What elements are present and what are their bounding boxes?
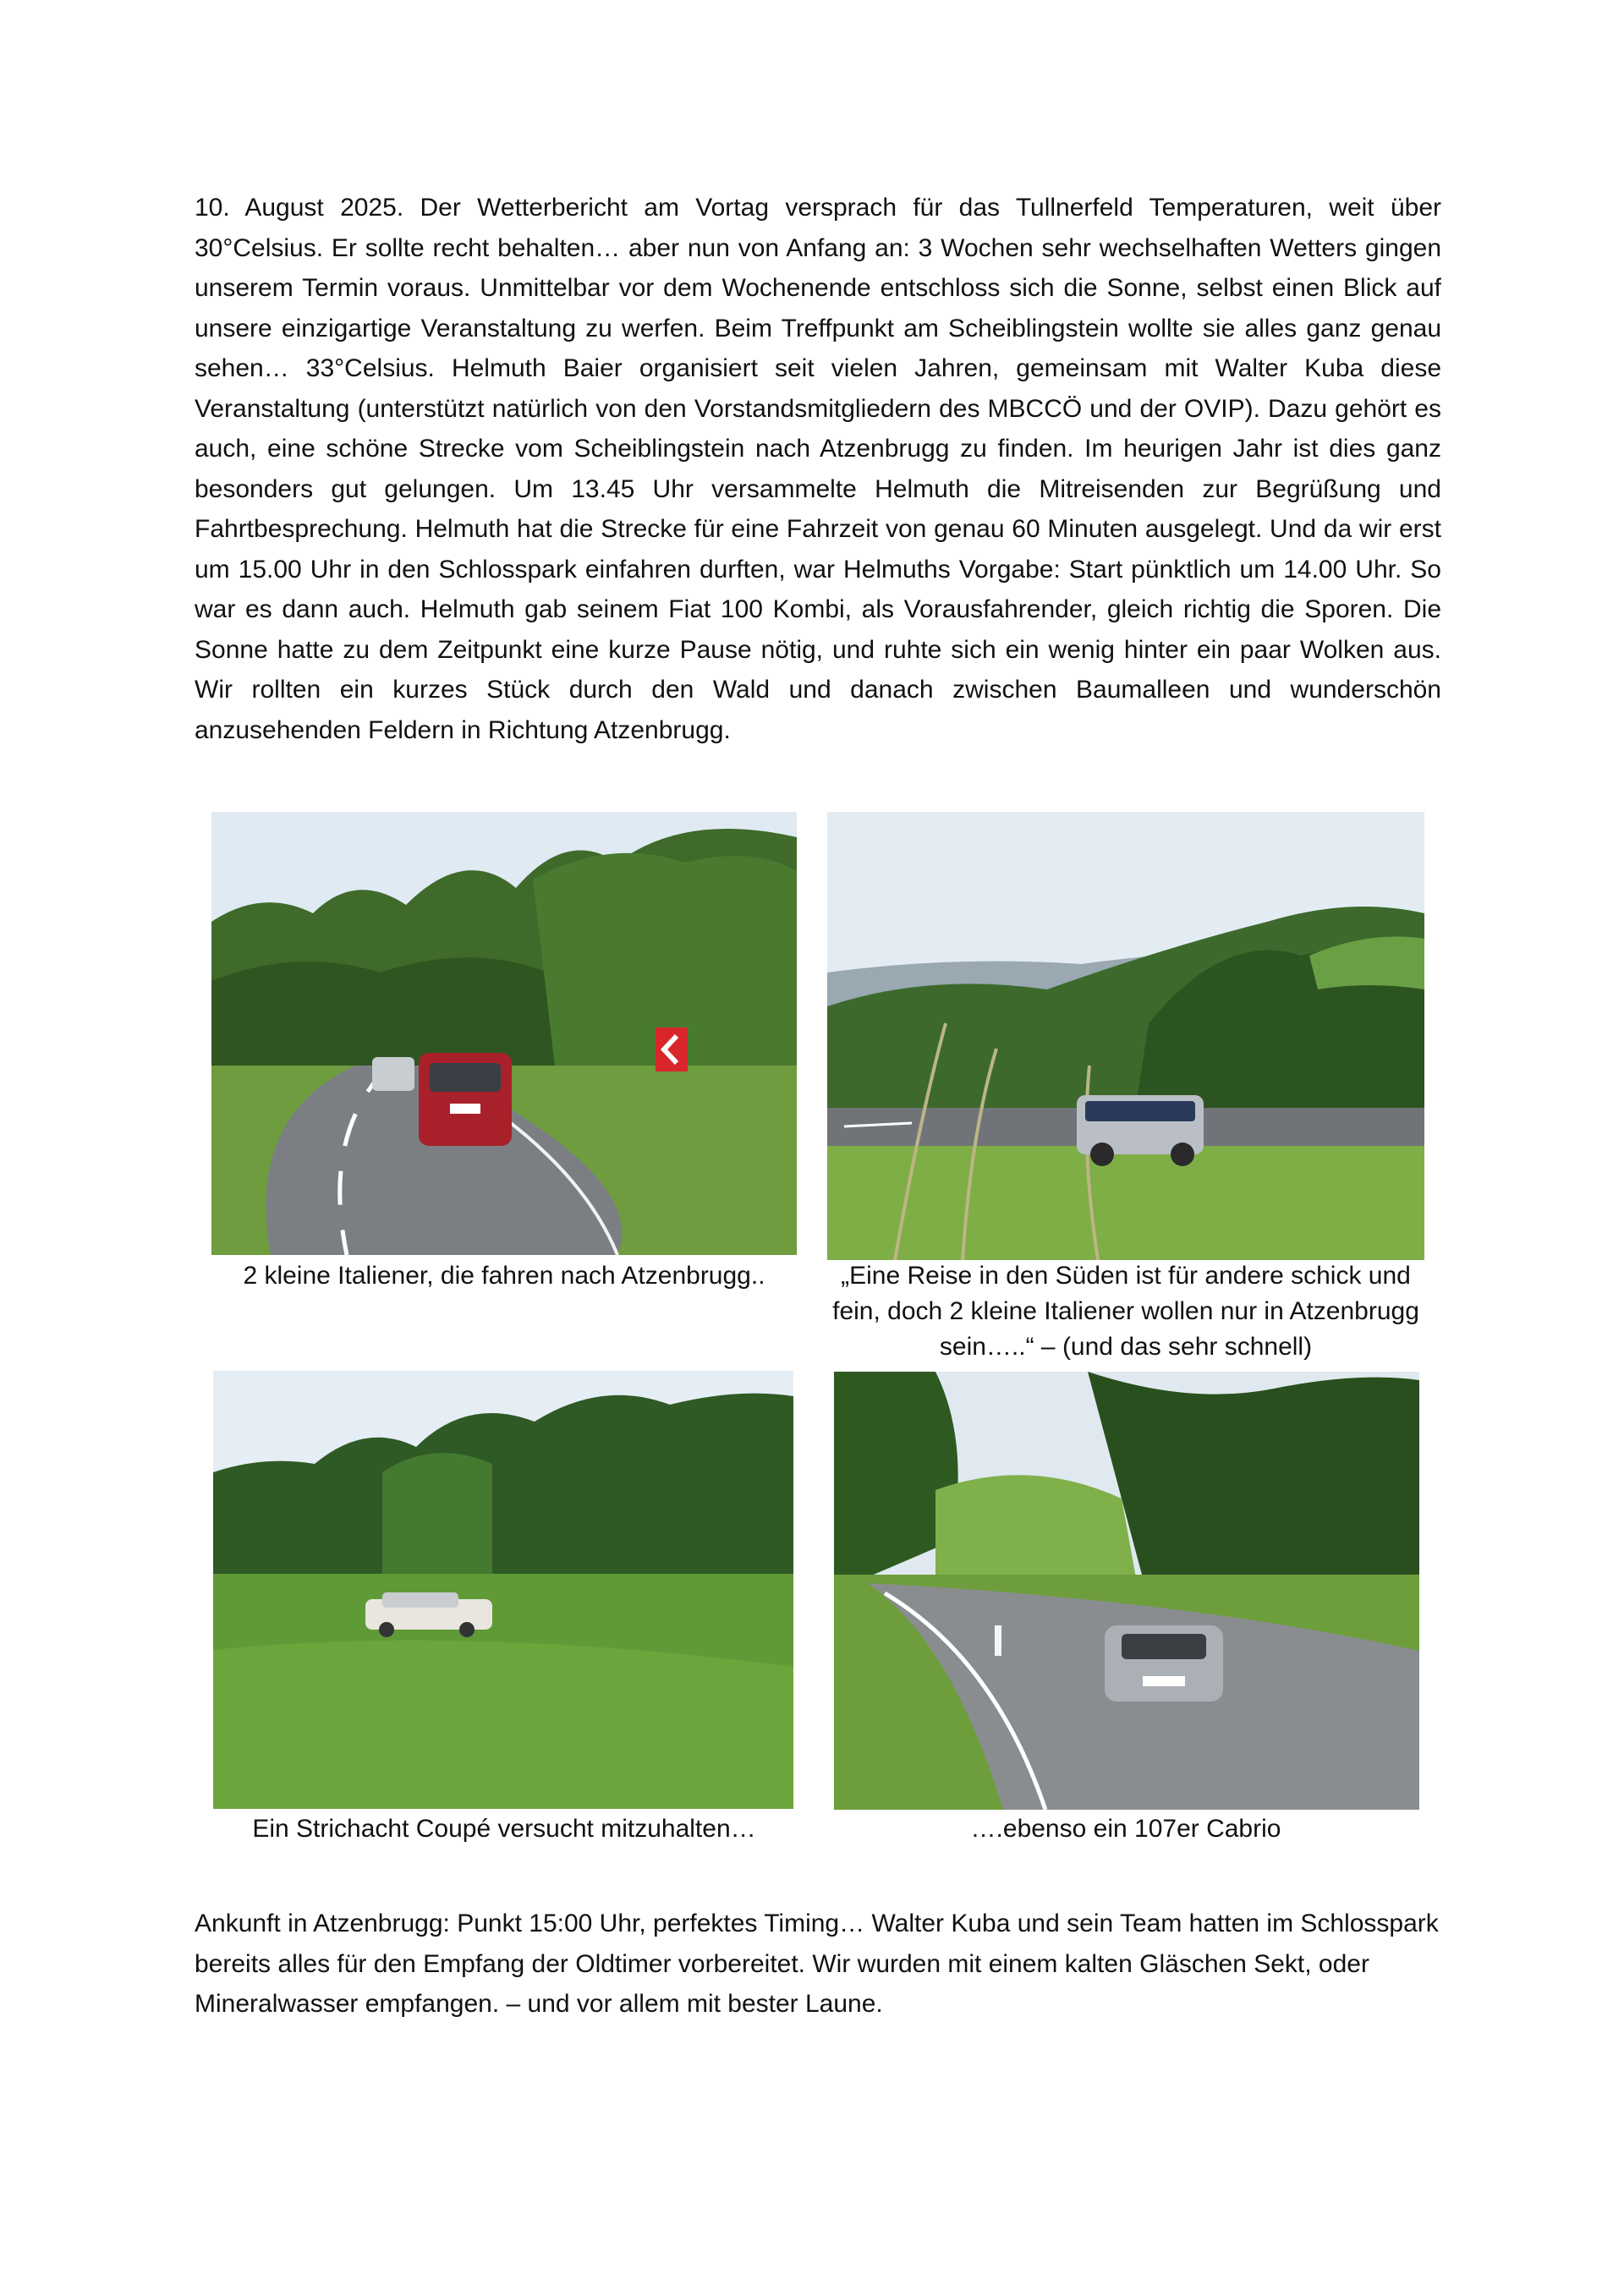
intro-paragraph: 10. August 2025. Der Wetterbericht am Vortag versprach für das Tullnerfeld Temperaturen, weit über 30°Celsius. Er sollte recht behalten… aber nun von Anfang an: 3 Wochen sehr wechselhaften Wetters gingen unserem Termin voraus. Unmittelbar vor dem Wochenende entschloss sich die Sonne, selbst einen Blick auf unsere einzigartige Veranstaltung zu werfen. Beim Treffpunkt am Scheiblingstein wollte sie alles ganz genau sehen… 33°Celsius. Helmuth Baier organisiert seit vielen Jahren, gemeinsam mit Walter Kuba diese Veranstaltung (unterstützt natürlich von den Vorstandsmitgliedern des MBCCÖ und der OVIP). Dazu gehört es auch, eine schöne Strecke vom Scheiblingstein nach Atzenbrugg zu finden. Im heurigen Jahr ist dies ganz besonders gut gelungen. Um 13.45 Uhr versammelte Helmuth die Mitreisenden zur Begrüßung und Fahrtbesprechung. Helmuth hat die Strecke für eine Fahrzeit von genau 60 Minuten ausgelegt. Und da wir erst um 15.00 Uhr in den Schlosspark einfahren durften, war Helmuths Vorgabe: Start pünktlich um 14.00 Uhr. So war es dann auch. Helmuth gab seinem Fiat 100 Kombi, als Vorausfahrender, gleich richtig die Sporen. Die Sonne hatte zu dem Zeitpunkt eine kurze Pause nötig, und ruhte sich ein wenig hinter ein paar Wolken aus. Wir rollten ein kurzes Stück durch den Wald und danach zwischen Baumalleen und wunderschön anzusehenden Feldern in Richtung Atzenbrugg. xyxy=(195,194,1441,744)
photo-road-cabrio xyxy=(834,1372,1419,1810)
photo-road-two-cars xyxy=(211,812,797,1255)
photo-caption: 2 kleine Italiener, die fahren nach Atzenbrugg.. xyxy=(243,1262,765,1290)
photo-caption: Ein Strichacht Coupé versucht mitzuhalten… xyxy=(252,1815,756,1843)
photo-caption: „Eine Reise in den Süden ist für andere schick und fein, doch 2 kleine Italiener wollen nur in Atzenbrugg sein…..“ – (und das sehr schnell) xyxy=(832,1262,1419,1361)
photo-meadow-coupe xyxy=(213,1371,793,1809)
outro-paragraph: Ankunft in Atzenbrugg: Punkt 15:00 Uhr, perfektes Timing… Walter Kuba und sein Team hatten im Schlosspark bereits alles für den Empfang der Oldtimer vorbereitet. Wir wurden mit einem kalten Gläschen Sekt, oder Mineralwasser empfangen. – und vor allem mit bester Laune. xyxy=(195,1910,1439,2018)
photo-caption: ….ebenso ein 107er Cabrio xyxy=(970,1815,1281,1843)
photo-hill-fiat xyxy=(827,812,1424,1260)
